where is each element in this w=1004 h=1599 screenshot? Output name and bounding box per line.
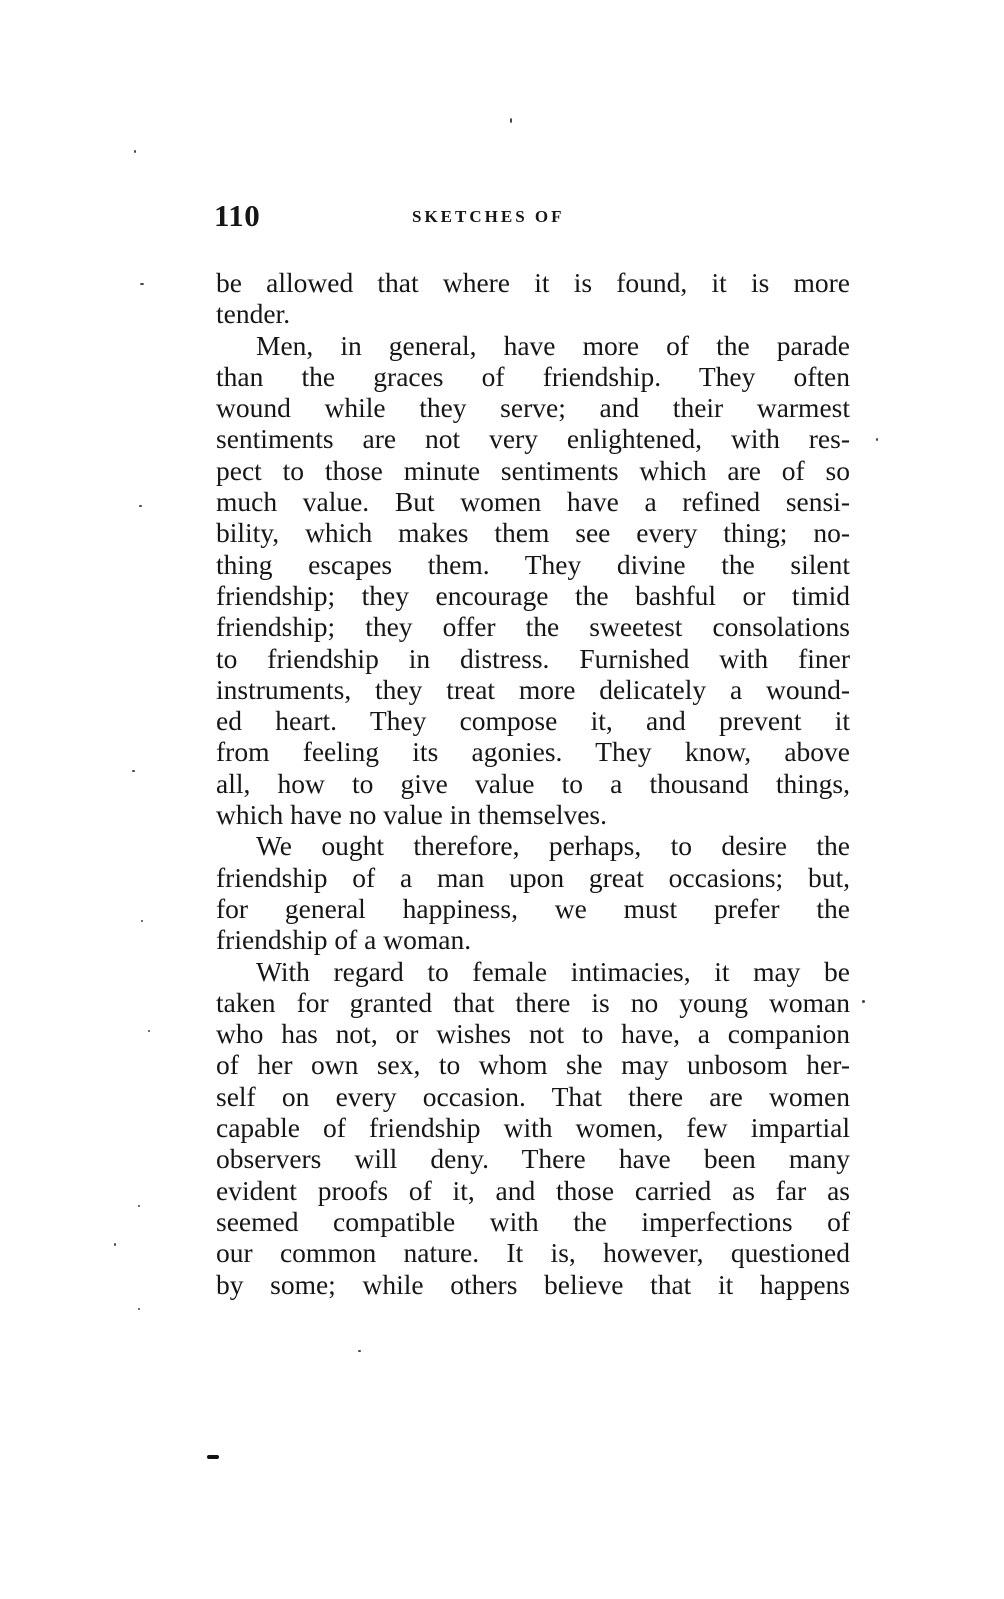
text-line: sentiments are not very enlightened, with res-	[216, 423, 850, 455]
text-line: from feeling its agonies. They know, above	[216, 736, 850, 768]
text-line: thing escapes them. They divine the silent	[216, 548, 850, 580]
text-line: than the graces of friendship. They often	[216, 360, 850, 392]
text-line: to friendship in distress. Furnished with finer	[216, 642, 850, 674]
running-head	[214, 198, 854, 238]
text-line: friendship; they encourage the bashful or timid	[216, 579, 850, 611]
text-line: evident proofs of it, and those carried as far as	[216, 1174, 850, 1206]
text-line: taken for granted that there is no young woman	[216, 986, 850, 1018]
text-line: pect to those minute sentiments which are of so	[216, 454, 850, 486]
text-line: We ought therefore, perhaps, to desire the	[256, 830, 850, 862]
text-line: friendship of a man upon great occasions; but,	[216, 861, 850, 893]
text-line: seemed compatible with the imperfections of	[216, 1205, 850, 1237]
text-line: friendship of a woman.	[216, 924, 472, 956]
text-line: friendship; they offer the sweetest consolations	[216, 611, 850, 643]
text-line: With regard to female intimacies, it may be	[256, 955, 850, 987]
text-line: for general happiness, we must prefer the	[216, 892, 850, 924]
text-line: wound while they serve; and their warmest	[216, 392, 850, 424]
text-line: much value. But women have a refined sensi-	[216, 486, 850, 518]
text-line: bility, which makes them see every thing; no-	[216, 517, 850, 549]
text-line: of her own sex, to whom she may unbosom her-	[216, 1049, 850, 1081]
text-line: self on every occasion. That there are women	[216, 1080, 850, 1112]
text-line: which have no value in themselves.	[216, 799, 608, 831]
text-line: be allowed that where it is found, it is more	[216, 267, 850, 298]
text-line: who has not, or wishes not to have, a companion	[216, 1018, 850, 1050]
body-text	[216, 267, 850, 1300]
text-line: tender.	[216, 298, 291, 330]
text-line: instruments, they treat more delicately a wound-	[216, 673, 850, 705]
text-line: Men, in general, have more of the parade	[256, 329, 850, 361]
running-title: SKETCHES OF	[412, 207, 565, 226]
page-number: 110	[214, 198, 261, 233]
text-line: ed heart. They compose it, and prevent it	[216, 705, 850, 737]
text-line: all, how to give value to a thousand things,	[216, 767, 850, 799]
text-line: observers will deny. There have been many	[216, 1143, 850, 1175]
text-line: by some; while others believe that it happens	[216, 1268, 850, 1300]
text-line: capable of friendship with women, few impartial	[216, 1112, 850, 1144]
text-line: our common nature. It is, however, questioned	[216, 1237, 850, 1269]
